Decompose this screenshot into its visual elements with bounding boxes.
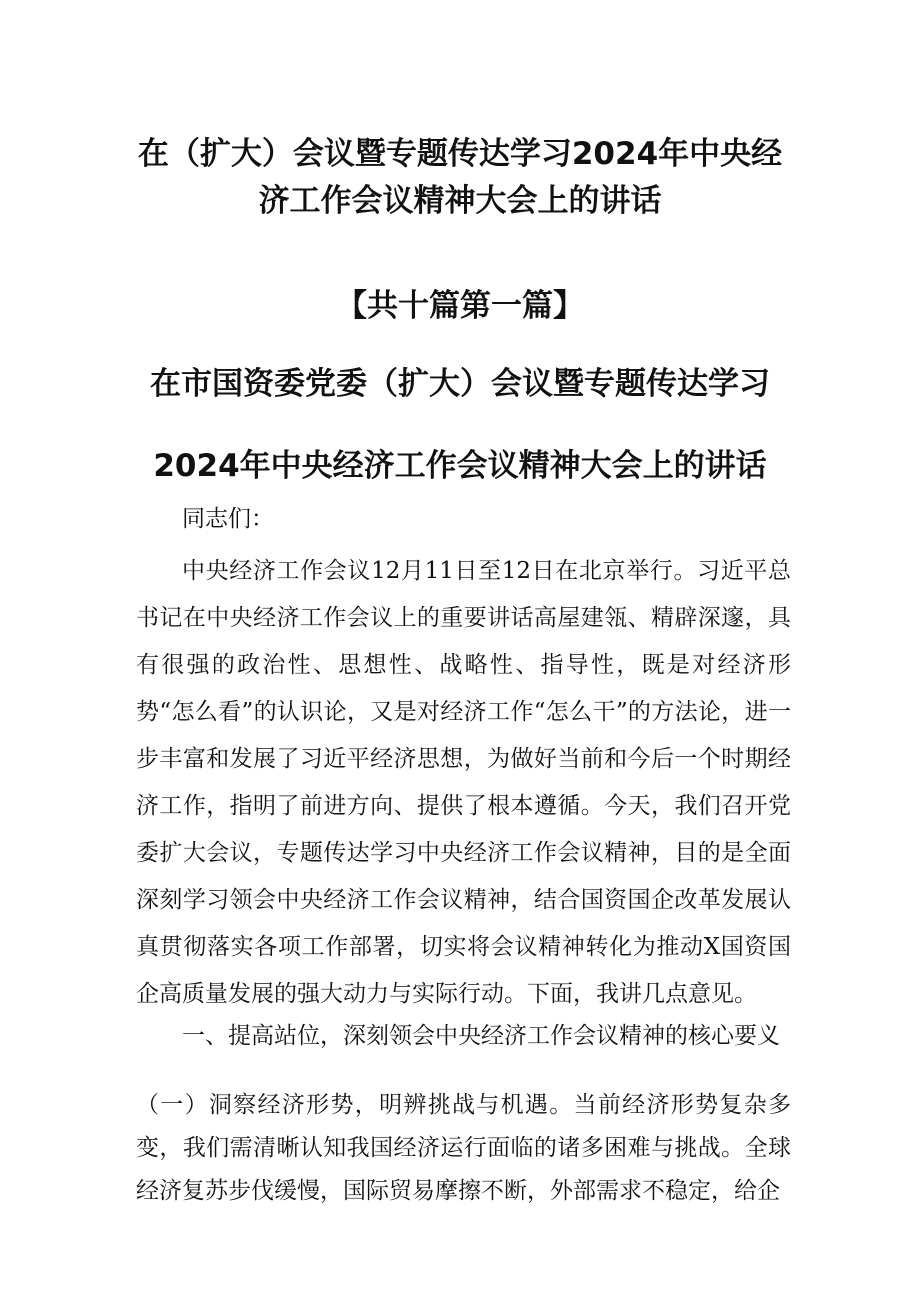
subtitle-line-1: 在市国资委党委（扩大）会议暨专题传达学习 (150, 366, 770, 402)
title-line-1: 在（扩大）会议暨专题传达学习2024年中央经 (137, 136, 783, 172)
section-heading-1: 一、提高站位，深刻领会中央经济工作会议精神的核心要义 (182, 1023, 780, 1049)
series-label: 【共十篇第一篇】 (336, 288, 584, 324)
paragraph-intro: 中央经济工作会议12月11日至12日在北京举行。习近平总书记在中央经济工作会议上的重要讲话高屋建瓴、精辟深邃，具有很强的政治性、思想性、战略性、指导性，既是对经济形势“怎么看”的认识论，又是对经济工作“怎么干”的方法论，进一步丰富和发展了习近平经济思想，为做好当前和今后一个时期经济工作，指明了前进方向、提供了根本遵循。今天，我们召开党委扩大会议，专题传达学习中央经济工作会议精神，目的是全面深刻学习领会中央经济工作会议精神，结合国资国企改革发展认真贯彻落实各项工作部署，切实将会议精神转化为推动X国资国企高质量发展的强大动力与实际行动。下面，我讲几点意见。 (136, 558, 791, 1007)
subtitle-line-2: 2024年中央经济工作会议精神大会上的讲话 (153, 448, 767, 484)
paragraph-section-1-1: （一）洞察经济形势，明辨挑战与机遇。当前经济形势复杂多变，我们需清晰认知我国经济运行面临的诸多困难与挑战。全球经济复苏步伐缓慢，国际贸易摩擦不断，外部需求不稳定，给企 (136, 1092, 791, 1204)
greeting: 同志们： (182, 506, 274, 532)
title-line-2: 济工作会议精神大会上的讲话 (258, 183, 662, 219)
